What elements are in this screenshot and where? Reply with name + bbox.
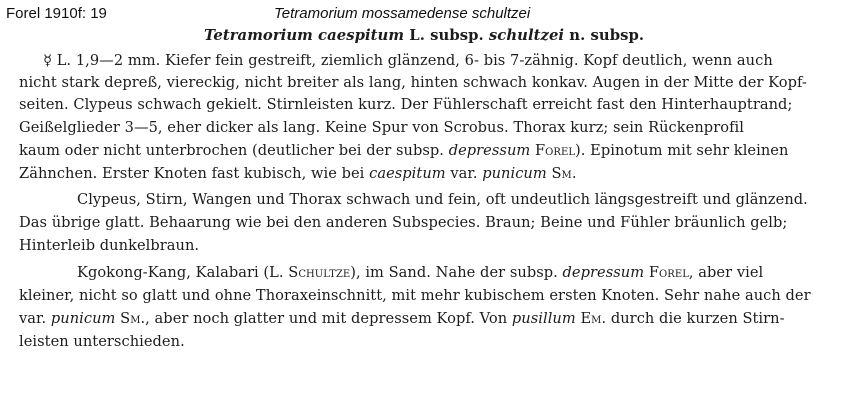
text-run: ). Epinotum mit sehr kleinen [575,142,789,159]
taxon-author: L. subsp. [404,27,489,44]
text-run: durch die kurzen Stirn- [606,310,785,327]
para1-line2: nicht stark depreß, viereckig, nicht breiter als lang, hinten schwach konkav. Augen in der Mitte der Kopf- [19,74,807,91]
para1-line3: seiten. Clypeus schwach gekielt. Stirnleisten kurz. Der Fühlerschaft erreicht fast den Hinterhauptrand; [19,96,793,113]
para1-line5 [19,142,788,160]
para2-line1: Clypeus, Stirn, Wangen und Thorax schwach und fein, oft undeutlich längsgestreift und glänzend. [77,191,808,208]
species-caption: Tetramorium mossamedense schultzei [274,5,531,22]
taxon-subspecies: schultzei [488,27,565,44]
scanned-page [0,24,847,416]
para1-line4: Geißelglieder 3—5, eher dicker als lang. Keine Spur von Scrobus. Thorax kurz; sein Rückenprofil [19,119,744,136]
taxon-ref: caespitum [369,165,446,182]
para2-line2: Das übrige glatt. Behaarung wie bei den anderen Subspecies. Braun; Beine und Fühler bräunlich gelb; [19,214,788,231]
taxon-ref: punicum [50,310,116,327]
taxon-ref: depressum [562,264,645,281]
taxon-ref: punicum [482,165,547,182]
author-ref: Forel [648,264,689,281]
text-run: ), im Sand. Nahe der subsp. [350,264,563,281]
text-run: kaum oder nicht unterbrochen (deutlicher bei der subsp. [19,142,449,159]
text-run: var. [19,310,51,327]
para3-line3 [19,310,785,328]
taxon-rank: n. subsp. [564,27,645,44]
para1-line6 [19,165,577,183]
author-ref: Schultze [288,264,351,281]
para3-line4: leisten unterschieden. [19,333,185,350]
author-ref: Sm. [120,310,146,327]
text-run: Kgokong-Kang, Kalabari (L. [77,264,289,281]
author-ref: Forel [535,142,576,159]
author-ref: Sm. [551,165,577,182]
text-run: , aber noch glatter und mit depressem Kopf. Von [145,310,512,327]
text-run: , aber viel [688,264,764,281]
para3-line1 [77,264,763,282]
author-ref: Em. [580,310,607,327]
para2-line3: Hinterleib dunkelbraun. [19,237,200,254]
taxon-name: Tetramorium caespitum [204,27,405,44]
para1-line1: ☿ L. 1,9—2 mm. Kiefer fein gestreift, ziemlich glänzend, 6- bis 7-zähnig. Kopf deutlich, wenn auch [43,52,773,69]
text-run: Zähnchen. Erster Knoten fast kubisch, wie bei [19,165,370,182]
source-label: Forel 1910f: 19 [6,5,107,22]
taxon-heading [204,27,644,45]
para3-line2: kleiner, nicht so glatt und ohne Thoraxeinschnitt, mit mehr kubischem ersten Knoten. Sehr nahe auch der [19,287,811,304]
taxon-ref: pusillum [511,310,576,327]
taxon-ref: depressum [448,142,531,159]
text-run: var. [445,165,483,182]
